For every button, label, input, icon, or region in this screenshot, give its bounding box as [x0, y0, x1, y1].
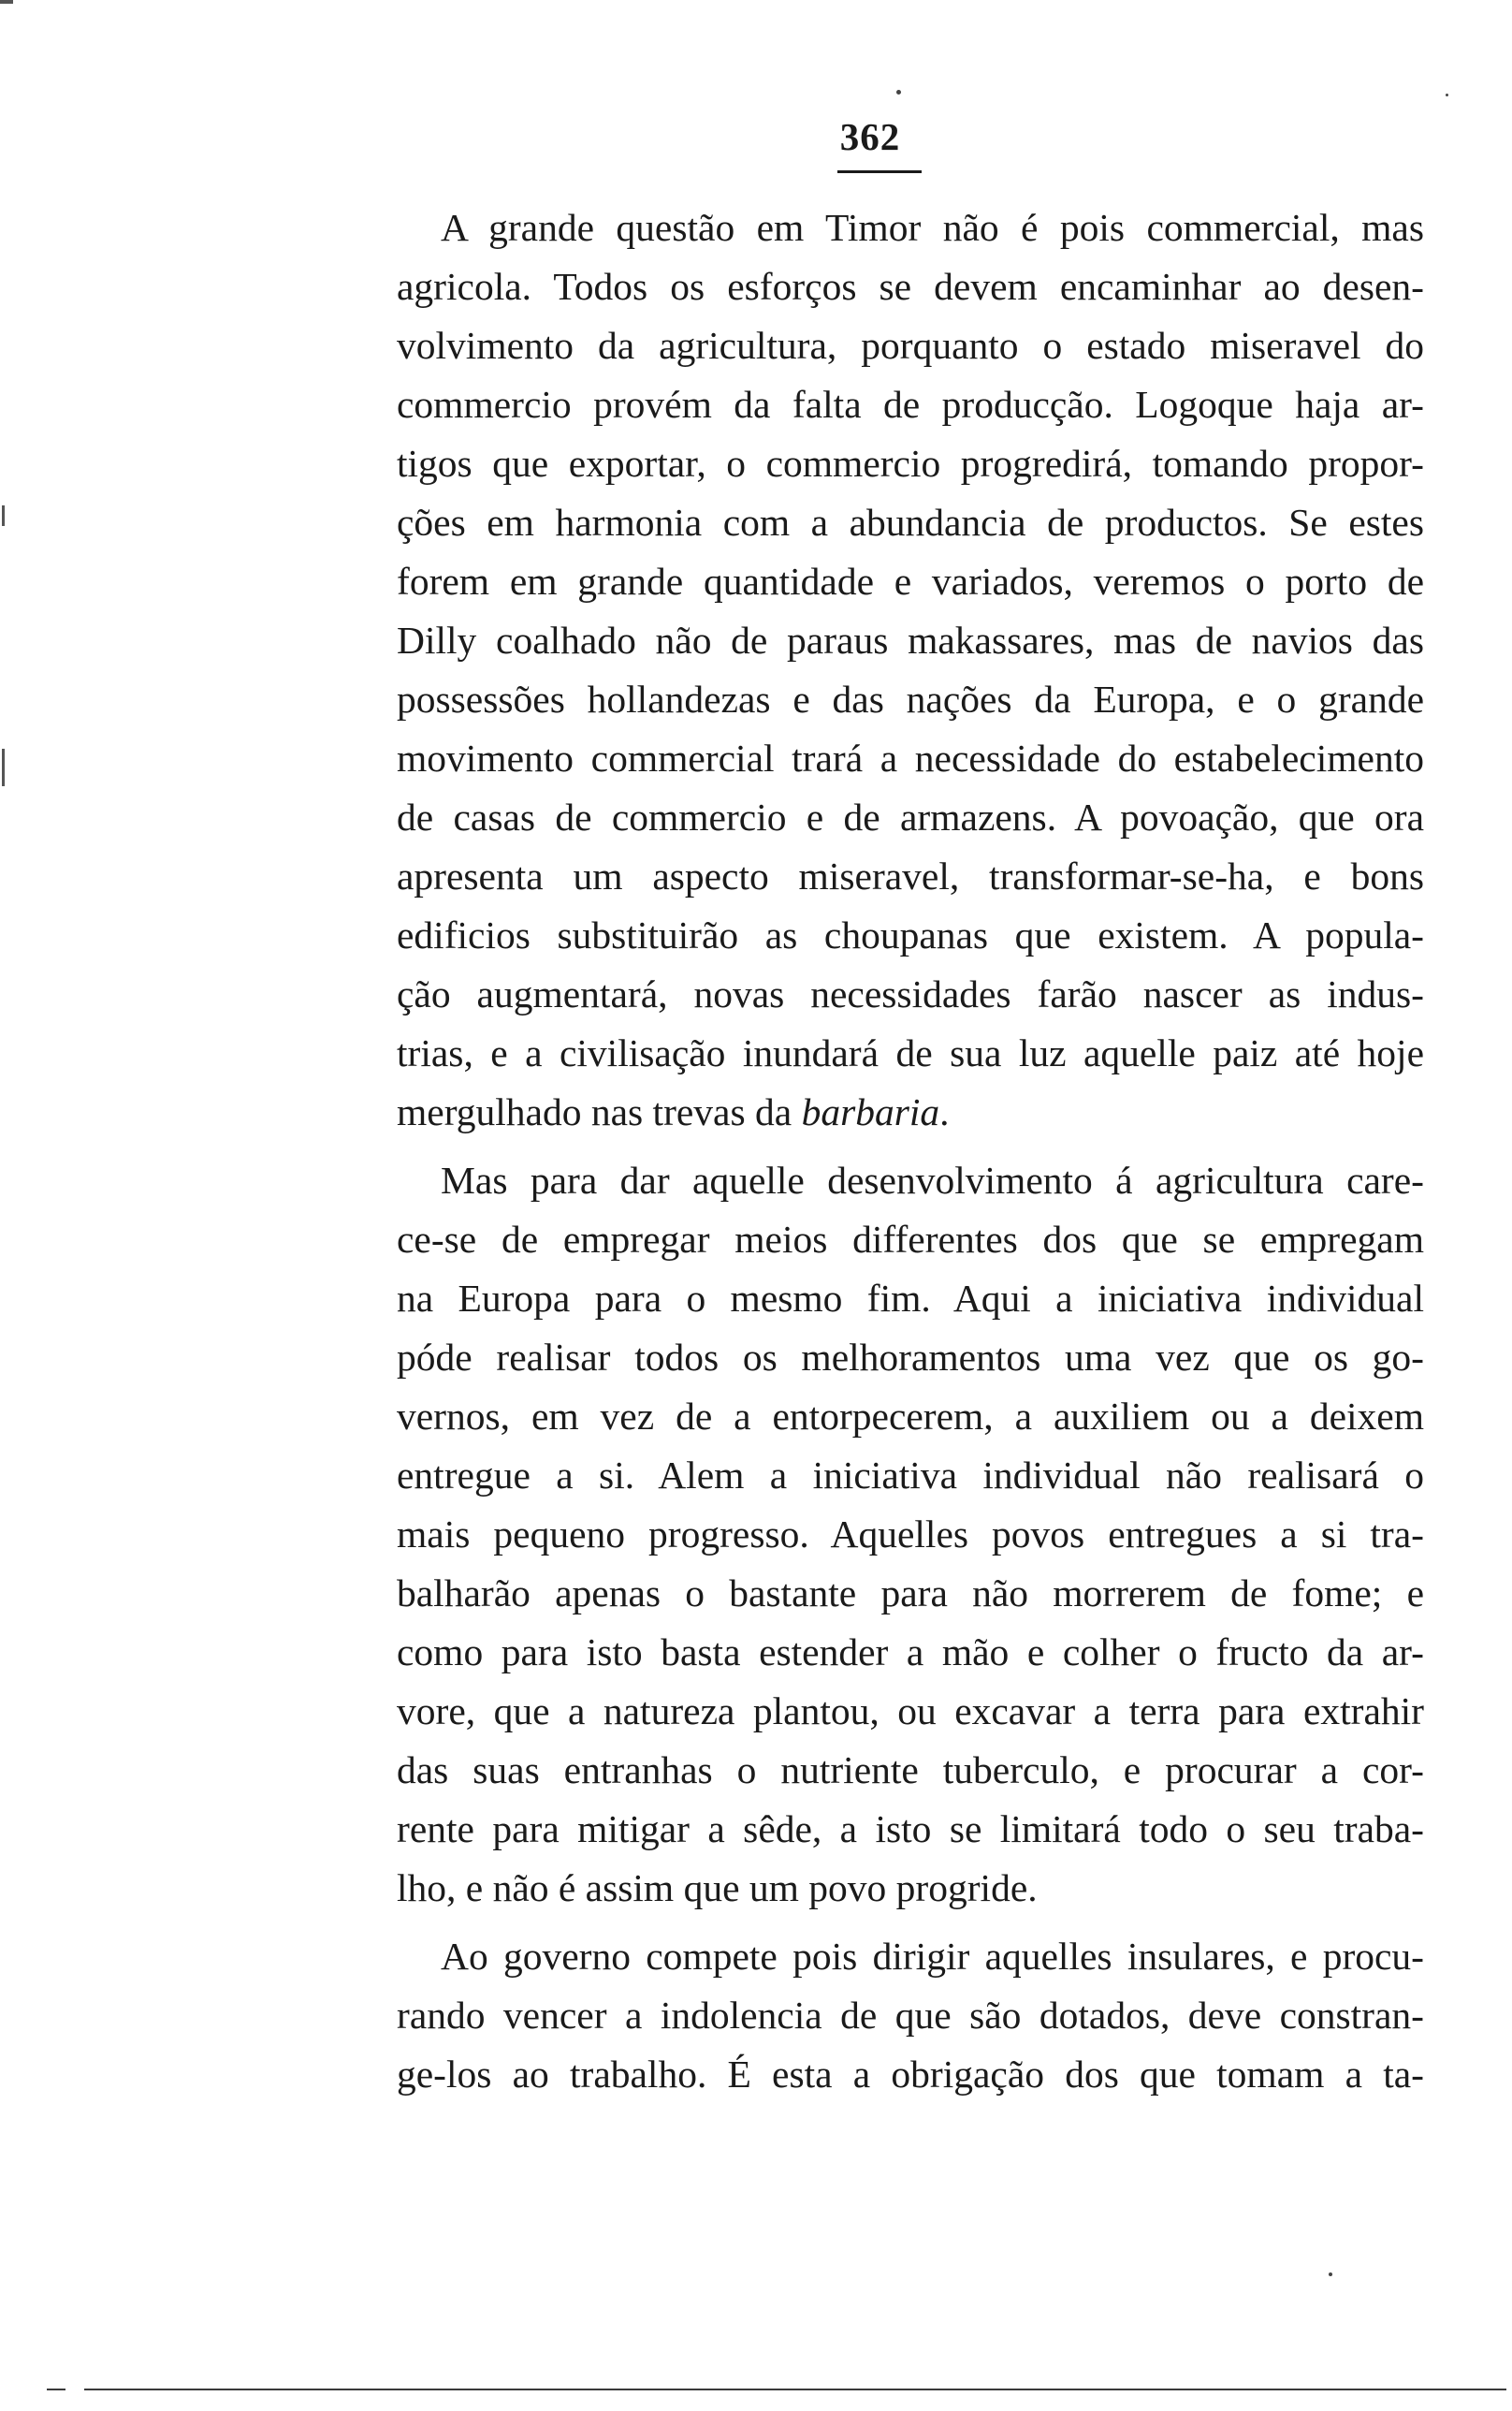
- text-line: lho, e não é assim que um povo progride.: [397, 1866, 1038, 1909]
- text-line: ce-se de empregar meios differentes dos que se empregam: [397, 1218, 1424, 1261]
- page-number-underline: [837, 170, 922, 173]
- text-line: forem em grande quantidade e variados, veremos o porto de: [397, 560, 1424, 603]
- text-line: A grande questão em Timor não é pois commercial, mas: [441, 206, 1424, 249]
- text-line: rente para mitigar a sêde, a isto se limitará todo o seu traba-: [397, 1807, 1424, 1850]
- bottom-rule-left: [47, 2389, 65, 2390]
- text-line: possessões hollandezas e das nações da Europa, e o grande: [397, 678, 1424, 721]
- scan-edge-mark: [0, 0, 13, 4]
- text-line-start: mergulhado nas trevas da: [397, 1090, 802, 1133]
- text-line: movimento commercial trará a necessidade do estabelecimento: [397, 737, 1424, 780]
- text-line: [397, 1083, 1424, 1142]
- text-line: balharão apenas o bastante para não morrerem de fome; e: [397, 1571, 1424, 1615]
- text-line: ção augmentará, novas necessidades farão nascer as indus-: [397, 972, 1424, 1016]
- text-line: ções em harmonia com a abundancia de productos. Se estes: [397, 501, 1424, 544]
- text-line: póde realisar todos os melhoramentos uma vez que os go-: [397, 1336, 1424, 1379]
- text-line: vernos, em vez de a entorpecerem, a auxiliem ou a deixem: [397, 1395, 1424, 1438]
- text-line: Mas para dar aquelle desenvolvimento á agricultura care-: [441, 1159, 1424, 1202]
- text-line: de casas de commercio e de armazens. A povoação, que ora: [397, 796, 1424, 839]
- text-line: commercio provém da falta de producção. Logoque haja ar-: [397, 383, 1424, 426]
- text-line: das suas entranhas o nutriente tuberculo, e procurar a cor-: [397, 1748, 1424, 1791]
- text-line: como para isto basta estender a mão e colher o fructo da ar-: [397, 1630, 1424, 1673]
- page-number: 362: [839, 115, 901, 158]
- text-line: mais pequeno progresso. Aquelles povos entregues a si tra-: [397, 1512, 1424, 1556]
- text-line: tigos que exportar, o commercio progredirá, tomando propor-: [397, 442, 1424, 485]
- text-line: Ao governo compete pois dirigir aquelles insulares, e procu-: [441, 1935, 1424, 1978]
- text-line: volvimento da agricultura, porquanto o estado miseravel do: [397, 324, 1424, 367]
- text-line: apresenta um aspecto miseravel, transformar-se-ha, e bons: [397, 855, 1424, 898]
- text-line-end: .: [939, 1090, 950, 1133]
- italic-word: barbaria: [801, 1090, 940, 1133]
- scan-edge-mark: [2, 505, 5, 526]
- text-line: trias, e a civilisação inundará de sua luz aquelle paiz até hoje: [397, 1031, 1424, 1074]
- text-line: na Europa para o mesmo fim. Aqui a iniciativa individual: [397, 1277, 1424, 1320]
- scan-speck: [896, 90, 901, 95]
- scan-edge-mark: [2, 749, 5, 786]
- body-text: [397, 198, 1424, 2104]
- bottom-rule: [84, 2389, 1506, 2390]
- text-line: Dilly coalhado não de paraus makassares, mas de navios das: [397, 619, 1424, 662]
- text-line: ge-los ao trabalho. É esta a obrigação dos que tomam a ta-: [397, 2053, 1424, 2096]
- scan-speck: [1329, 2272, 1332, 2276]
- text-line: edificios substituirão as choupanas que existem. A popula-: [397, 913, 1424, 957]
- scan-speck: [1446, 94, 1448, 96]
- text-line: rando vencer a indolencia de que são dotados, deve constran-: [397, 1994, 1424, 2037]
- text-line: vore, que a natureza plantou, ou excavar a terra para extrahir: [397, 1689, 1424, 1732]
- text-line: agricola. Todos os esforços se devem encaminhar ao desen-: [397, 265, 1424, 308]
- text-line: entregue a si. Alem a iniciativa individual não realisará o: [397, 1454, 1424, 1497]
